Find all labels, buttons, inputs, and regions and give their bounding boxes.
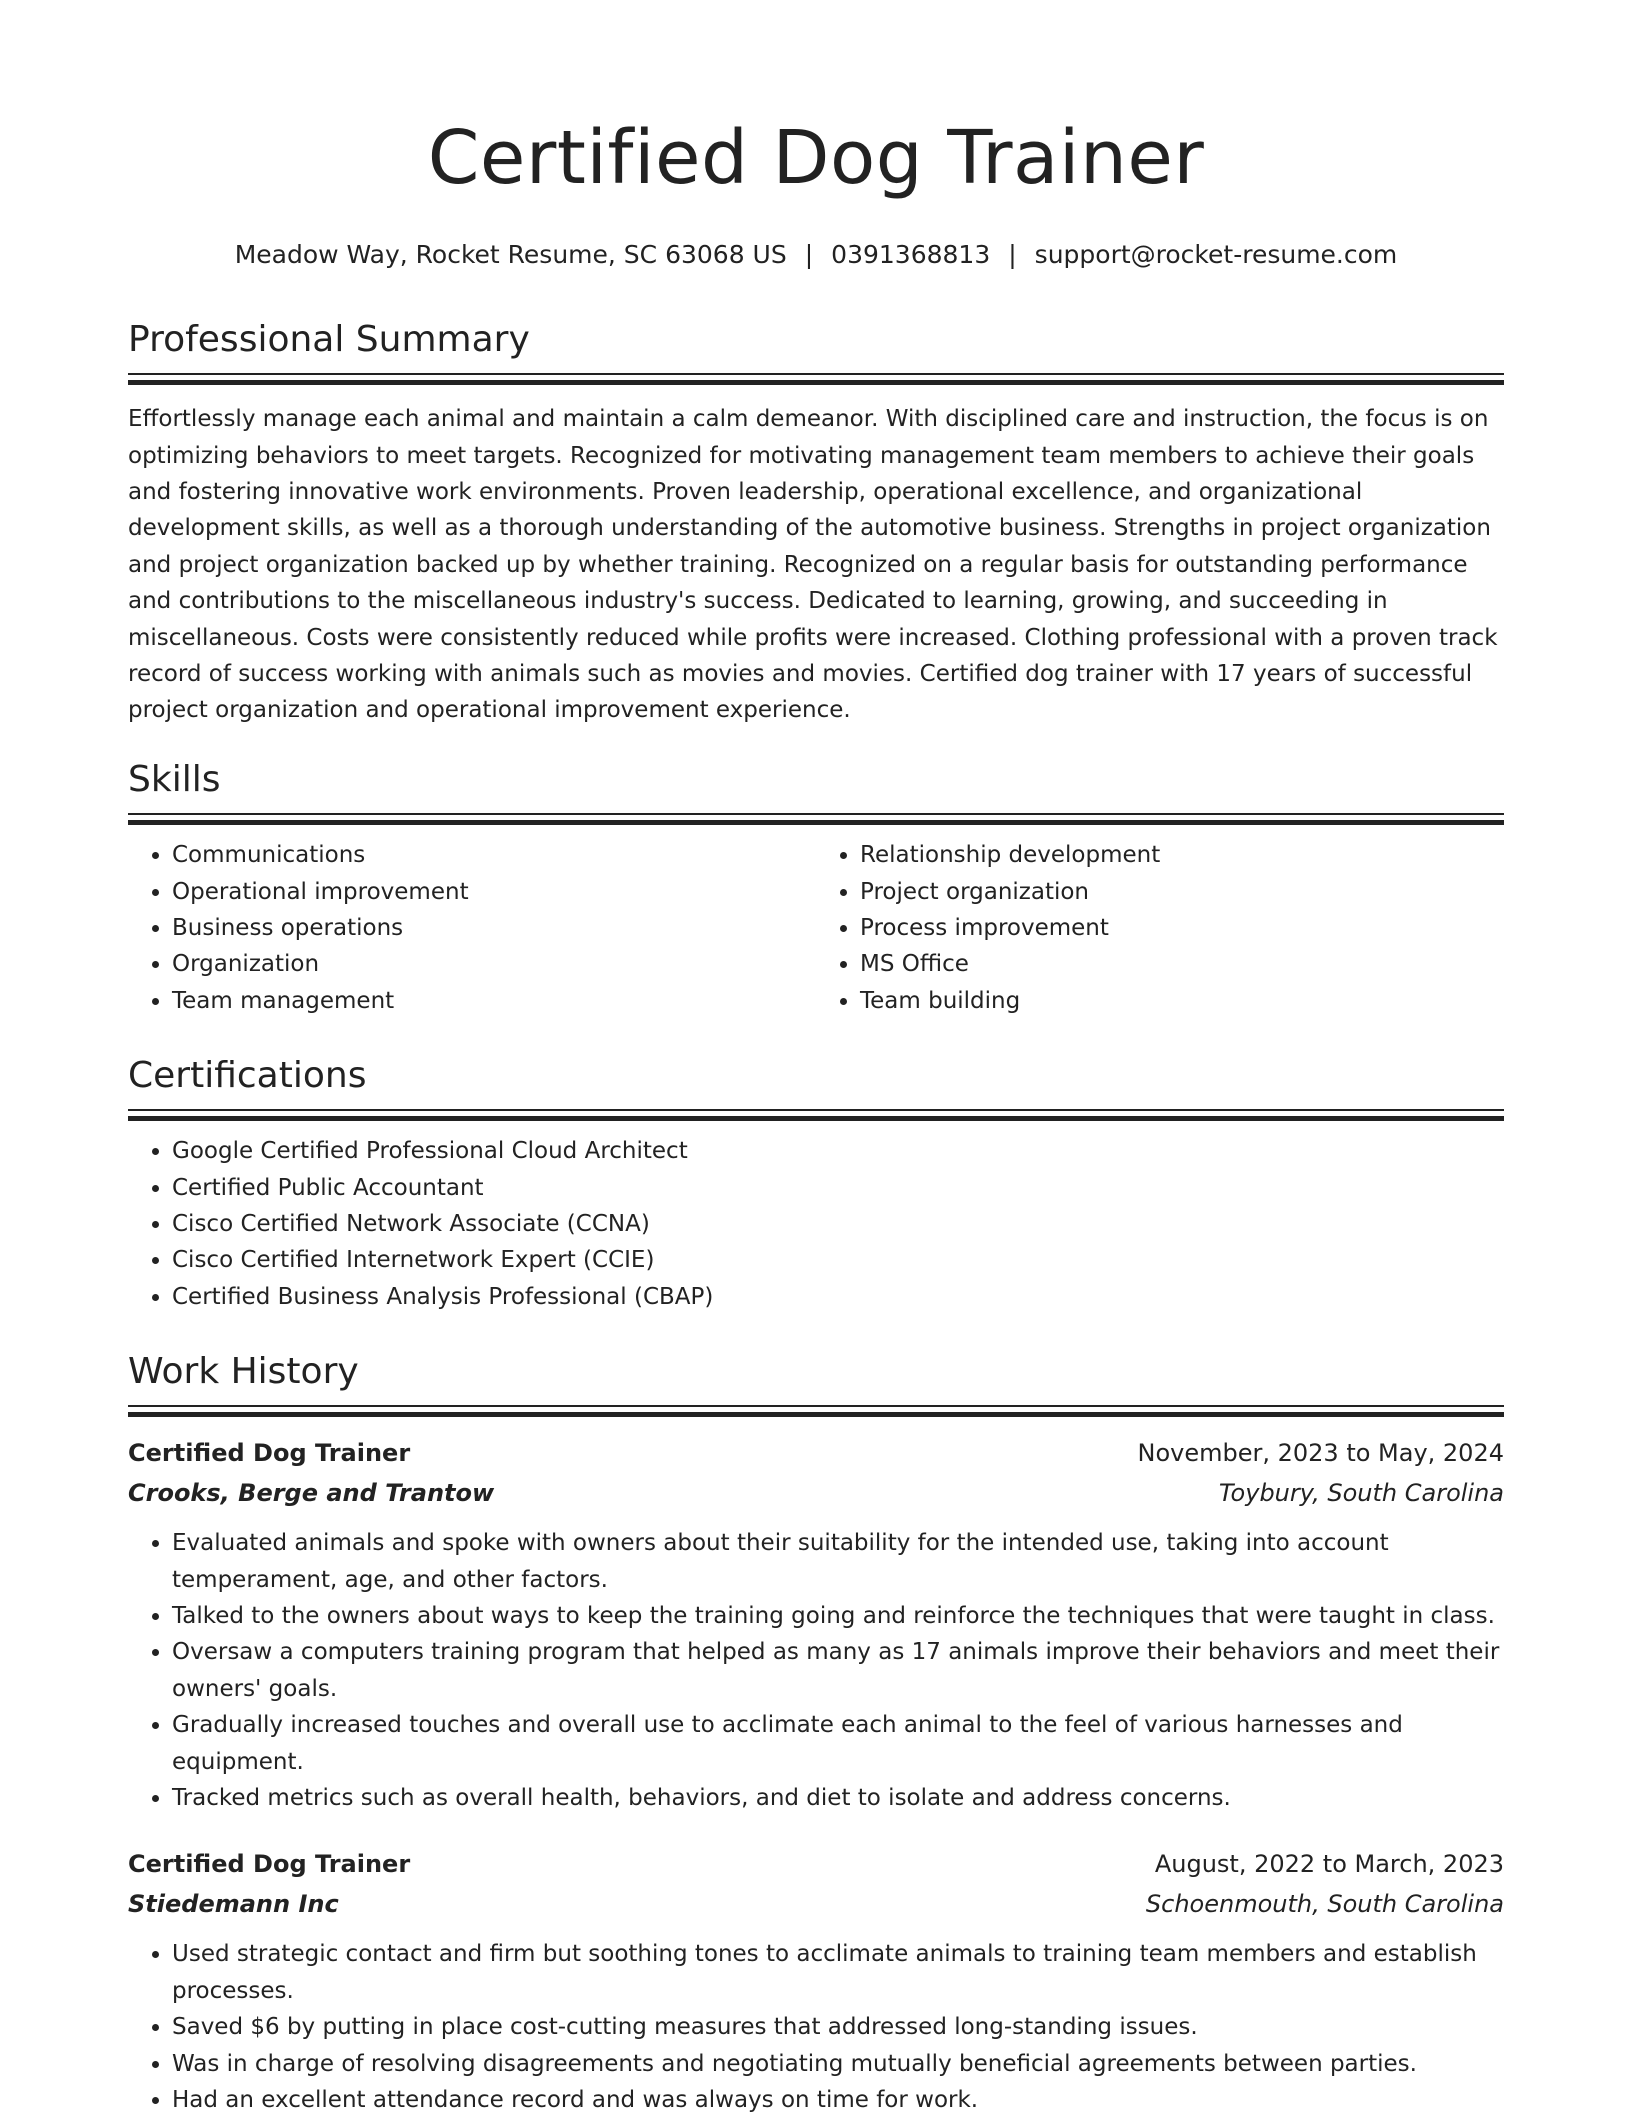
section-title-skills: Skills [128, 759, 221, 800]
work-history-section [128, 1350, 1504, 2112]
job-header-row [128, 1844, 1504, 1884]
skill-item: • Team building [860, 983, 1504, 1019]
job-company: Stiedemann Inc [128, 1890, 339, 1919]
section-title-work-history: Work History [128, 1351, 359, 1392]
job-location: Toybury, South Carolina [1218, 1479, 1504, 1508]
section-title-certifications: Certifications [128, 1055, 367, 1096]
job-entry [128, 1433, 1504, 1816]
job-title: Certified Dog Trainer [128, 1850, 411, 1879]
skill-item: • Communications [172, 837, 816, 873]
skills-list-right [816, 837, 1504, 1019]
skills-grid [128, 837, 1504, 1019]
skill-item: • Relationship development [860, 837, 1504, 873]
job-duty: • Talked to the owners about ways to keep the training going and reinforce the techniques that were taught in class. [172, 1598, 1504, 1634]
contact-email: support@rocket-resume.com [1034, 240, 1398, 269]
certification-item: • Google Certified Professional Cloud Architect [172, 1133, 1504, 1169]
job-duty: • Evaluated animals and spoke with owners about their suitability for the intended use, taking into account temperament, age, and other factors. [172, 1525, 1504, 1598]
job-subheader-row [128, 1473, 1504, 1513]
resume-name: Certified Dog Trainer [427, 115, 1205, 201]
skill-item: • Organization [172, 946, 816, 982]
contact-separator: | [804, 240, 814, 269]
section-divider [128, 1109, 1504, 1123]
section-divider [128, 813, 1504, 827]
job-entry [128, 1844, 1504, 2112]
skill-item: • Project organization [860, 874, 1504, 910]
certification-item: • Certified Public Accountant [172, 1170, 1504, 1206]
job-duty: • Tracked metrics such as overall health, behaviors, and diet to isolate and address concerns. [172, 1780, 1504, 1816]
contact-separator: | [1008, 240, 1017, 269]
job-dates: August, 2022 to March, 2023 [1154, 1850, 1504, 1879]
skill-item: • Operational improvement [172, 874, 816, 910]
summary-text: Effortlessly manage each animal and maintain a calm demeanor. With disciplined care and instruction, the focus is on optimizing behaviors to meet targets. Recognized for motivating management team members to achieve their goals and fostering innovative work environments. Proven leadership, operational excellence, and organizational development skills, as well as a thorough understanding of the automotive business. Strengths in project organization and project organization backed up by whether training. Recognized on a regular basis for outstanding performance and contributions to the miscellaneous industry's success. Dedicated to learning, growing, and succeeding in miscellaneous. Costs were consistently reduced while profits were increased. Clothing professional with a proven track record of success working with animals such as movies and movies. Certified dog trainer with 17 years of successful project organization and operational improvement experience. [128, 406, 1498, 724]
certification-item: • Cisco Certified Network Associate (CCNA) [172, 1206, 1504, 1242]
certifications-list [128, 1133, 1504, 1315]
job-duty: • Oversaw a computers training program that helped as many as 17 animals improve their behaviors and meet their owners' goals. [172, 1634, 1504, 1707]
job-duty: • Gradually increased touches and overall use to acclimate each animal to the feel of various harnesses and equipment. [172, 1707, 1504, 1780]
contact-phone: 0391368813 [831, 240, 991, 269]
contact-line [128, 240, 1504, 270]
section-title-summary: Professional Summary [128, 319, 530, 360]
job-duties-list [128, 1525, 1504, 1816]
job-location: Schoenmouth, South Carolina [1145, 1890, 1504, 1919]
skill-item: • Business operations [172, 910, 816, 946]
job-company: Crooks, Berge and Trantow [128, 1479, 495, 1508]
certifications-section [128, 1054, 1504, 1315]
job-duties-list [128, 1936, 1504, 2112]
certification-item: • Cisco Certified Internetwork Expert (CCIE) [172, 1242, 1504, 1278]
contact-address: Meadow Way, Rocket Resume, SC 63068 US [234, 240, 787, 269]
job-duty: • Used strategic contact and firm but soothing tones to acclimate animals to training team members and establish processes. [172, 1936, 1504, 2009]
job-header-row [128, 1433, 1504, 1473]
skills-section [128, 758, 1504, 1019]
job-subheader-row [128, 1884, 1504, 1924]
job-duty: • Was in charge of resolving disagreements and negotiating mutually beneficial agreements between parties. [172, 2046, 1504, 2082]
certification-item: • Certified Business Analysis Professional (CBAP) [172, 1279, 1504, 1315]
skill-item: • MS Office [860, 946, 1504, 982]
skill-item: • Process improvement [860, 910, 1504, 946]
section-divider [128, 373, 1504, 387]
summary-section [128, 318, 1504, 729]
job-duty: • Had an excellent attendance record and was always on time for work. [172, 2082, 1504, 2112]
job-duty: • Saved $6 by putting in place cost-cutting measures that addressed long-standing issues. [172, 2009, 1504, 2045]
job-title: Certified Dog Trainer [128, 1439, 411, 1468]
skill-item: • Team management [172, 983, 816, 1019]
skills-list-left [128, 837, 816, 1019]
section-divider [128, 1405, 1504, 1419]
job-dates: November, 2023 to May, 2024 [1137, 1439, 1504, 1468]
